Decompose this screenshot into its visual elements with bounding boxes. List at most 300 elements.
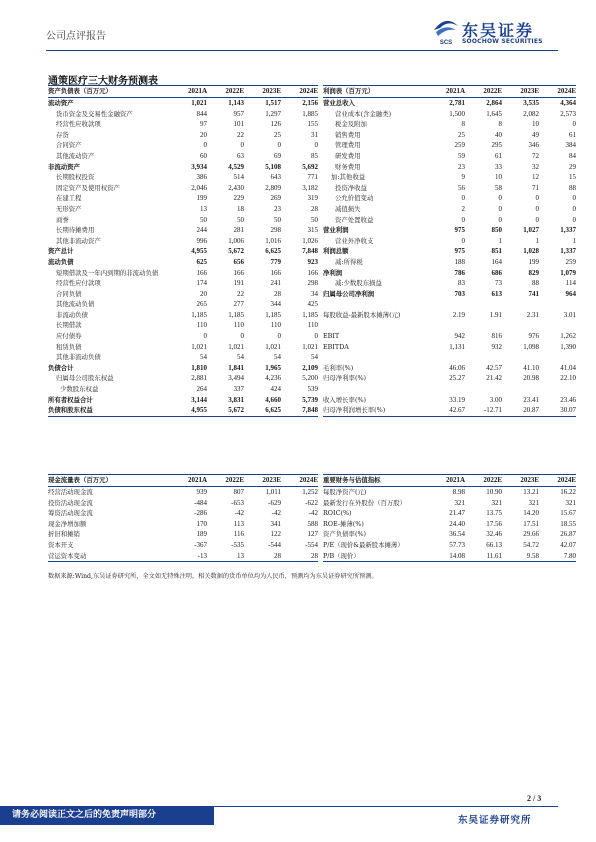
- value-cell: 1,885: [302, 109, 318, 118]
- row-label: 营业利润: [323, 226, 349, 235]
- value-cell: -622: [305, 498, 318, 507]
- value-cell: 976: [528, 332, 539, 341]
- row-label: 销售费用: [335, 130, 361, 139]
- value-cell: 1,016: [265, 236, 281, 245]
- value-cell: 54: [274, 353, 281, 362]
- value-cell: 166: [270, 268, 281, 277]
- value-cell: 4,529: [228, 162, 244, 171]
- table-row: [323, 310, 576, 321]
- row-label: 固定资产及使用权资产: [56, 183, 120, 192]
- value-cell: 1,185: [228, 310, 244, 319]
- value-cell: -12.71: [465, 405, 502, 416]
- value-cell: -544: [268, 540, 281, 549]
- value-cell: 686: [491, 268, 502, 277]
- value-cell: 13: [207, 551, 244, 562]
- value-cell: 0: [240, 141, 244, 150]
- year-header-cell: 2021A: [170, 475, 207, 487]
- value-cell: -554: [305, 540, 318, 549]
- table-row: [323, 257, 576, 268]
- value-cell: 54: [200, 353, 207, 362]
- logo-name-cn: 东吴证券: [462, 21, 535, 40]
- value-cell: 0: [461, 215, 465, 224]
- table-row: [48, 487, 318, 498]
- row-label: 合同资产: [56, 141, 82, 150]
- value-cell: [465, 299, 502, 310]
- value-cell: 643: [270, 173, 281, 182]
- row-label: 商誉: [56, 215, 69, 224]
- row-label: P/E（现价&最新股本摊薄）: [323, 540, 404, 549]
- value-cell: 2,864: [486, 99, 502, 107]
- value-cell: [428, 384, 465, 395]
- value-cell: 741: [528, 289, 539, 298]
- table-row: [323, 151, 576, 162]
- row-label: ROIC(%): [323, 509, 352, 518]
- value-cell: 8: [498, 120, 502, 129]
- value-cell: 85: [311, 151, 318, 160]
- value-cell: 12: [532, 173, 539, 182]
- year-header-cell: 2021A: [428, 86, 465, 98]
- table-row: [323, 299, 576, 310]
- value-cell: 3,934: [191, 162, 207, 171]
- row-label: [323, 320, 428, 331]
- value-cell: 174: [196, 279, 207, 288]
- value-cell: 155: [307, 120, 318, 129]
- table-row: [48, 540, 318, 551]
- year-header-cell: 2022E: [465, 475, 502, 487]
- row-label: 公允价值变动: [335, 194, 374, 203]
- row-label: 货币资金及交易性金融资产: [56, 109, 133, 118]
- value-cell: 36.54: [449, 530, 465, 539]
- value-cell: 15: [569, 173, 576, 182]
- table-row: [323, 183, 576, 194]
- value-cell: 1,965: [265, 363, 281, 372]
- value-cell: -367: [194, 540, 207, 549]
- row-label: 归属母公司净利润: [323, 289, 375, 298]
- value-cell: 116: [233, 530, 244, 539]
- value-cell: 3,144: [191, 395, 207, 404]
- value-cell: 3.00: [489, 395, 502, 404]
- value-cell: 975: [454, 247, 465, 256]
- value-cell: 72: [532, 151, 539, 160]
- value-cell: 1.91: [489, 310, 502, 319]
- row-label: 长期股权投资: [56, 173, 95, 182]
- value-cell: 1: [498, 236, 502, 245]
- value-cell: 4,660: [265, 395, 281, 404]
- value-cell: 0: [498, 194, 502, 203]
- table-row: [48, 342, 318, 353]
- value-cell: 0: [572, 120, 576, 129]
- value-cell: 50: [274, 215, 281, 224]
- value-cell: 3.01: [563, 310, 576, 319]
- year-header-cell: 2023E: [502, 475, 539, 487]
- value-cell: [539, 299, 576, 310]
- value-cell: 1,337: [560, 247, 576, 256]
- row-label: P/B（现价）: [323, 551, 428, 562]
- table-row: [323, 225, 576, 236]
- value-cell: 42.07: [560, 540, 576, 549]
- value-cell: 2,881: [191, 374, 207, 383]
- value-cell: 84: [569, 151, 576, 160]
- value-cell: 22: [237, 289, 244, 298]
- value-cell: 46.06: [449, 363, 465, 372]
- value-cell: 939: [196, 488, 207, 496]
- value-cell: 341: [270, 519, 281, 528]
- value-cell: [502, 299, 539, 310]
- row-label: 资产处置收益: [335, 215, 374, 224]
- value-cell: 0: [572, 215, 576, 224]
- value-cell: 5,200: [302, 374, 318, 383]
- value-cell: 25: [274, 130, 281, 139]
- value-cell: 319: [307, 194, 318, 203]
- value-cell: 13.21: [523, 488, 539, 496]
- year-header-cell: 2024E: [281, 86, 318, 98]
- value-cell: 4,364: [560, 99, 576, 107]
- table-row: [323, 342, 576, 353]
- balance-sheet-table: [48, 85, 318, 417]
- value-cell: 73: [495, 279, 502, 288]
- value-cell: 199: [196, 194, 207, 203]
- year-header-cell: 2023E: [244, 475, 281, 487]
- value-cell: 23.46: [560, 395, 576, 404]
- table-row: [323, 162, 576, 173]
- row-label: 负债合计: [48, 363, 74, 372]
- value-cell: 1,337: [560, 226, 576, 235]
- table-row: [48, 172, 318, 183]
- value-cell: 298: [307, 279, 318, 288]
- value-cell: 346: [528, 141, 539, 150]
- value-cell: 295: [491, 141, 502, 150]
- table-row: [48, 109, 318, 120]
- value-cell: 4,955: [170, 405, 207, 416]
- table-row: [48, 162, 318, 173]
- row-label: EBITDA: [323, 342, 349, 351]
- value-cell: 164: [491, 257, 502, 266]
- row-label: 营运资本变动: [48, 551, 170, 562]
- value-cell: 49: [532, 130, 539, 139]
- value-cell: 229: [233, 194, 244, 203]
- row-label: 投资活动现金流: [48, 498, 93, 507]
- value-cell: 1,252: [302, 488, 318, 496]
- value-cell: 613: [491, 289, 502, 298]
- table-row: [48, 98, 318, 109]
- value-cell: 18: [237, 204, 244, 213]
- value-cell: 61: [569, 130, 576, 139]
- logo-mark-text: SCS: [439, 40, 453, 46]
- table-row: [323, 540, 576, 551]
- value-cell: 20: [200, 130, 207, 139]
- value-cell: 1,500: [449, 109, 465, 118]
- value-cell: [428, 352, 465, 363]
- row-label: 在建工程: [56, 194, 82, 203]
- value-cell: 386: [196, 173, 207, 182]
- value-cell: 56: [458, 183, 465, 192]
- value-cell: 844: [196, 109, 207, 118]
- value-cell: 170: [196, 519, 207, 528]
- value-cell: 1,028: [523, 247, 539, 256]
- value-cell: 2,109: [302, 363, 318, 372]
- table-row: [323, 98, 576, 109]
- value-cell: 259: [565, 257, 576, 266]
- value-cell: 28: [281, 551, 318, 562]
- value-cell: 2,430: [228, 183, 244, 192]
- value-cell: 321: [491, 498, 502, 507]
- income-statement-table: [323, 85, 576, 417]
- value-cell: 1: [572, 236, 576, 245]
- value-cell: 588: [307, 519, 318, 528]
- table-row: [48, 320, 318, 331]
- value-cell: 54.72: [523, 540, 539, 549]
- value-cell: 15.67: [560, 509, 576, 518]
- value-cell: 1,021: [191, 342, 207, 351]
- row-label: 经营性应付款项: [56, 279, 101, 288]
- cash-flow-table: [48, 474, 318, 562]
- value-cell: 1,645: [486, 109, 502, 118]
- value-cell: 20.87: [502, 405, 539, 416]
- row-label: 税金及附加: [335, 120, 367, 129]
- value-cell: 996: [196, 236, 207, 245]
- row-label: 减:少数股东损益: [335, 279, 382, 288]
- value-cell: 1: [535, 236, 539, 245]
- row-label: 最新发行在外股份（百万股）: [323, 498, 407, 507]
- table-row: [48, 529, 318, 540]
- value-cell: 18.55: [560, 519, 576, 528]
- table-row: [48, 498, 318, 509]
- value-cell: 1,185: [191, 310, 207, 319]
- value-cell: 703: [454, 289, 465, 298]
- table-row: [323, 140, 576, 151]
- value-cell: 2.31: [526, 310, 539, 319]
- value-cell: 20.98: [523, 374, 539, 383]
- value-cell: 66.13: [486, 540, 502, 549]
- value-cell: 2.19: [452, 310, 465, 319]
- year-header-cell: 2021A: [170, 86, 207, 98]
- value-cell: 1,185: [302, 310, 318, 319]
- value-cell: 0: [498, 204, 502, 213]
- company-logo: [432, 16, 557, 50]
- value-cell: 24.40: [449, 519, 465, 528]
- value-cell: 166: [307, 268, 318, 277]
- row-label: 应付债券: [56, 332, 82, 341]
- value-cell: [502, 352, 539, 363]
- row-label: 资产负债率(%): [323, 530, 367, 539]
- value-cell: -535: [231, 540, 244, 549]
- table-row: [48, 246, 318, 257]
- value-cell: 17.51: [523, 519, 539, 528]
- value-cell: -286: [194, 509, 207, 518]
- table-title-cell: 利润表（百万元）: [323, 86, 428, 98]
- table-row: [48, 384, 318, 395]
- value-cell: 3,494: [228, 374, 244, 383]
- value-cell: 816: [491, 332, 502, 341]
- row-label: 流动资产: [48, 99, 74, 107]
- row-label: 少数股东权益: [60, 385, 99, 394]
- value-cell: 83: [458, 279, 465, 288]
- row-label: EBIT: [323, 332, 340, 341]
- value-cell: [428, 299, 465, 310]
- value-cell: 29.66: [523, 530, 539, 539]
- value-cell: 0: [277, 141, 281, 150]
- value-cell: 20: [200, 289, 207, 298]
- table-row: [323, 236, 576, 247]
- value-cell: 11.61: [465, 551, 502, 562]
- row-label: 减值损失: [335, 204, 361, 213]
- table-row: [48, 352, 318, 363]
- value-cell: 14.08: [428, 551, 465, 562]
- row-label: 存货: [56, 130, 69, 139]
- value-cell: 656: [233, 257, 244, 266]
- value-cell: 1,079: [560, 268, 576, 277]
- value-cell: 1,517: [265, 99, 281, 107]
- row-label: 营业外净收支: [335, 236, 374, 245]
- value-cell: 60: [200, 151, 207, 160]
- logo-name-en: SOOCHOW SECURITIES: [462, 38, 543, 45]
- value-cell: 315: [307, 226, 318, 235]
- value-cell: -13: [170, 551, 207, 562]
- value-cell: 0: [572, 204, 576, 213]
- value-cell: 1,143: [228, 99, 244, 107]
- value-cell: 101: [233, 120, 244, 129]
- value-cell: 2,156: [302, 99, 318, 107]
- table-row: [48, 299, 318, 310]
- row-label: 长期待摊费用: [56, 226, 95, 235]
- row-label: 现金净增加额: [48, 519, 87, 528]
- value-cell: 779: [270, 257, 281, 266]
- value-cell: 110: [307, 321, 318, 330]
- value-cell: 265: [196, 300, 207, 309]
- table-row: [48, 519, 318, 530]
- value-cell: 4,955: [191, 247, 207, 256]
- row-label: 营业成本(含金融类): [335, 109, 392, 118]
- value-cell: 0: [203, 332, 207, 341]
- value-cell: 3,831: [228, 395, 244, 404]
- row-label: 其他流动资产: [56, 151, 95, 160]
- table-header-row: [48, 86, 318, 98]
- value-cell: [465, 352, 502, 363]
- value-cell: 33: [495, 162, 502, 171]
- value-cell: 5,739: [302, 395, 318, 404]
- row-label: 归属母公司股东权益: [56, 374, 114, 383]
- value-cell: 244: [196, 226, 207, 235]
- value-cell: 975: [454, 226, 465, 235]
- row-label: 合同负债: [56, 289, 82, 298]
- value-cell: 829: [528, 268, 539, 277]
- value-cell: -42: [234, 509, 244, 518]
- logo-mark-icon: [432, 16, 460, 46]
- table-row: [48, 236, 318, 247]
- row-label: 租赁负债: [56, 342, 82, 351]
- table-row: [48, 405, 318, 416]
- table-row: [323, 246, 576, 257]
- value-cell: 932: [491, 342, 502, 351]
- table-row: [323, 405, 576, 416]
- year-header-cell: 2021A: [428, 475, 465, 487]
- value-cell: 114: [565, 279, 576, 288]
- value-cell: 54: [311, 353, 318, 362]
- table-row: [48, 119, 318, 130]
- table-row: [48, 204, 318, 215]
- table-row: [48, 183, 318, 194]
- row-label: 其他非流动资产: [56, 236, 101, 245]
- value-cell: 0: [314, 141, 318, 150]
- value-cell: 0: [240, 332, 244, 341]
- value-cell: 23: [458, 162, 465, 171]
- table-row: [48, 508, 318, 519]
- value-cell: 0: [314, 332, 318, 341]
- value-cell: 61: [495, 151, 502, 160]
- table-header-row: [323, 86, 576, 98]
- table-row: [48, 215, 318, 226]
- value-cell: 1,021: [191, 99, 207, 107]
- table-header-row: [48, 475, 318, 487]
- row-label: [323, 384, 428, 395]
- value-cell: 942: [454, 332, 465, 341]
- table-row: [323, 268, 576, 279]
- value-cell: 2: [461, 204, 465, 213]
- table-row: [323, 172, 576, 183]
- table-row: [48, 310, 318, 321]
- value-cell: 110: [196, 321, 207, 330]
- table-row: [323, 109, 576, 120]
- table-row: [323, 551, 576, 562]
- valuation-ratios-table: [323, 474, 576, 562]
- value-cell: 7,848: [302, 247, 318, 256]
- table-row: [48, 225, 318, 236]
- value-cell: 10: [532, 120, 539, 129]
- value-cell: 23: [274, 204, 281, 213]
- table-row: [323, 373, 576, 384]
- table-row: [323, 204, 576, 215]
- value-cell: 0: [277, 332, 281, 341]
- value-cell: 277: [233, 300, 244, 309]
- row-label: 所有者权益合计: [48, 395, 93, 404]
- row-label: 无形资产: [56, 204, 82, 213]
- value-cell: 126: [270, 120, 281, 129]
- row-label: 管理费用: [335, 141, 361, 150]
- table-row: [323, 130, 576, 141]
- value-cell: 6,625: [244, 405, 281, 416]
- disclaimer-banner: 请务必阅读正文之后的免责声明部分: [0, 806, 214, 825]
- table-row: [48, 151, 318, 162]
- table-row: [323, 352, 576, 363]
- table-row: [323, 193, 576, 204]
- row-label: 短期借款及一年内到期的非流动负债: [56, 268, 159, 277]
- table-row: [48, 373, 318, 384]
- value-cell: 1,297: [265, 109, 281, 118]
- value-cell: 30.07: [539, 405, 576, 416]
- row-label: 经营活动现金流: [48, 488, 93, 496]
- value-cell: 0: [535, 204, 539, 213]
- value-cell: 59: [458, 151, 465, 160]
- header-divider: [46, 50, 558, 51]
- value-cell: 321: [565, 498, 576, 507]
- value-cell: 4,236: [265, 374, 281, 383]
- table-row: [48, 193, 318, 204]
- value-cell: 514: [233, 173, 244, 182]
- value-cell: [539, 352, 576, 363]
- row-label: 减:所得税: [335, 257, 363, 266]
- row-label: 净利润: [323, 268, 343, 277]
- row-label: 其他非流动负债: [56, 353, 101, 362]
- table-title-cell: 现金流量表（百万元）: [48, 475, 170, 487]
- value-cell: 5,672: [228, 247, 244, 256]
- value-cell: 6,625: [265, 247, 281, 256]
- value-cell: 344: [270, 300, 281, 309]
- value-cell: 0: [203, 141, 207, 150]
- value-cell: 8: [461, 120, 465, 129]
- table-row: [323, 331, 576, 342]
- value-cell: 21.47: [449, 509, 465, 518]
- value-cell: [539, 384, 576, 395]
